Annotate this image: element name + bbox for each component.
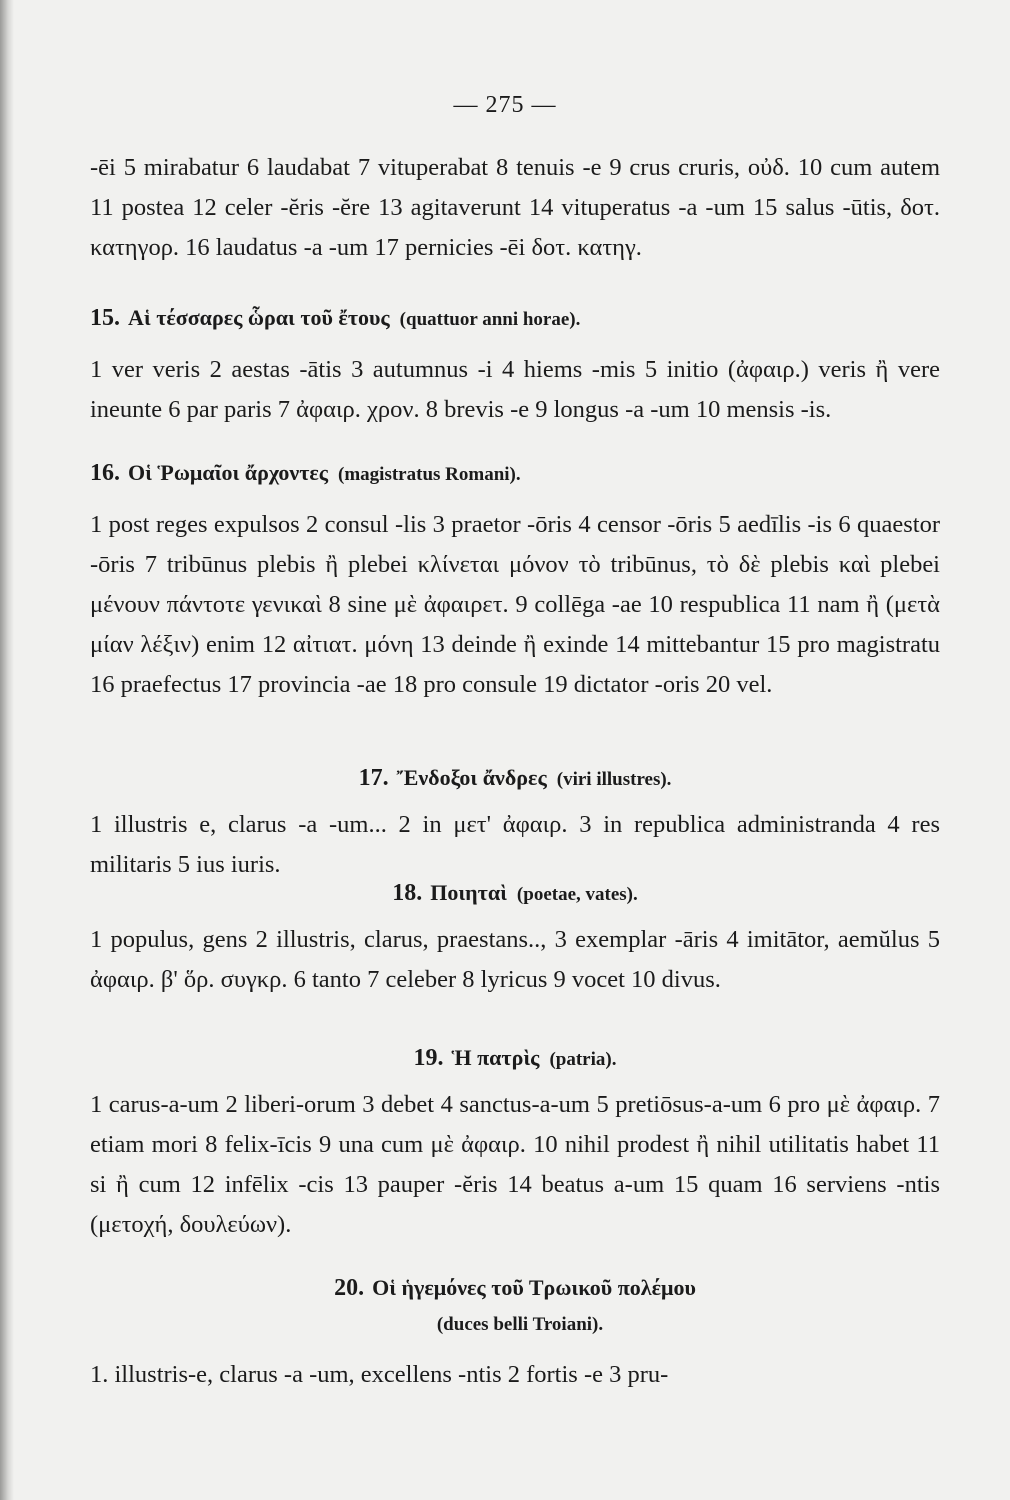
section-19-body: 1 carus-a-um 2 liberi-orum 3 debet 4 sanctus-a-um 5 pretiōsus-a-um 6 pro μὲ ἀφαιρ. 7 etiam mori 8 felix-īcis 9 una cum μὲ ἀφαιρ. 10 nihil prodest ἢ nihil utilitatis habet 11 si ἢ cum 12 infēlix -cis 13 pauper -ĕris 14 beatus a-um 15 quam 16 serviens -ntis (μετοχή, δουλεύων). xyxy=(90,1091,940,1238)
section-16-heading xyxy=(90,460,940,487)
section-title: Οἱ Ῥωμαῖοι ἄρχοντες xyxy=(128,460,329,485)
section-number: 17. xyxy=(358,765,389,791)
section-number: 16. xyxy=(90,460,120,486)
section-18-body: 1 populus, gens 2 illustris, clarus, praestans.., 3 exemplar -āris 4 imitātor, aemŭlus 5 ἀφαιρ. β' ὅρ. συγκρ. 6 tanto 7 celeber 8 lyricus 9 vocet 10 divus. xyxy=(90,926,940,993)
section-20-body: 1. illustris-e, clarus -a -um, excellens -ntis 2 fortis -e 3 pru- xyxy=(90,1361,669,1388)
section-17-heading xyxy=(90,765,940,792)
section-number: 18. xyxy=(392,880,423,906)
section-title: Ἡ πατρὶς xyxy=(451,1045,540,1070)
section-20-subheading xyxy=(90,1310,940,1336)
section-title: Ἔνδοξοι ἄνδρες xyxy=(396,765,547,790)
section-subtitle: (patria). xyxy=(549,1049,617,1070)
section-19-heading xyxy=(90,1045,940,1072)
section-18-heading xyxy=(90,880,940,907)
section-17-body: 1 illustris e, clarus -a -um... 2 in μετ' ἀφαιρ. 3 in republica administranda 4 res militaris 5 ius iuris. xyxy=(90,811,940,878)
page-number: — 275 — xyxy=(453,92,557,118)
section-subtitle: (quattuor anni horae). xyxy=(399,309,581,330)
section-title: Ποιηταὶ xyxy=(430,880,507,905)
section-subtitle: (duces belli Troiani). xyxy=(436,1314,604,1335)
section-subtitle: (magistratus Romani). xyxy=(338,464,521,485)
page-gutter-shadow xyxy=(0,0,14,1500)
section-number: 19. xyxy=(413,1045,444,1071)
section-title: Αἱ τέσσαρες ὧραι τοῦ ἔτους xyxy=(128,305,390,330)
section-title: Οἱ ἡγεμόνες τοῦ Τρωικοῦ πολέμου xyxy=(372,1275,696,1300)
section-16-body: 1 post reges expulsos 2 consul -lis 3 praetor -ōris 4 censor -ōris 5 aedīlis -is 6 quaestor -ōris 7 tribūnus plebis ἢ plebei κλίνεται μόνον τὸ tribūnus, τὸ δὲ plebis καὶ plebei μένουν πάντοτε γενικαὶ 8 sine μὲ ἀφαιρετ. 9 collēga -ae 10 respublica 11 nam ἢ (μετὰ μίαν λέξιν) enim 12 αἰτιατ. μόνη 13 deinde ἢ exinde 14 mittebantur 15 pro magistratu 16 praefectus 17 provincia -ae 18 pro consule 19 dictator -oris 20 vel. xyxy=(90,511,940,698)
section-subtitle: (viri illustres). xyxy=(556,769,672,790)
section-15-heading xyxy=(90,305,940,332)
intro-paragraph: -ēi 5 mirabatur 6 laudabat 7 vituperabat 8 tenuis -e 9 crus cruris, οὐδ. 10 cum autem 11 postea 12 celer -ĕris -ĕre 13 agitaverunt 14 vituperatus -a -um 15 salus -ūtis, δοτ. κατηγορ. 16 laudatus -a -um 17 pernicies -ēi δοτ. κατηγ. xyxy=(90,154,940,261)
section-20-heading xyxy=(90,1275,940,1302)
section-number: 15. xyxy=(90,305,120,331)
section-subtitle: (poetae, vates). xyxy=(516,884,638,905)
section-15-body: 1 ver veris 2 aestas -ātis 3 autumnus -i 4 hiems -mis 5 initio (ἀφαιρ.) veris ἢ vere ineunte 6 par paris 7 ἀφαιρ. χρον. 8 brevis -e 9 longus -a -um 10 mensis -is. xyxy=(90,356,940,423)
section-number: 20. xyxy=(334,1275,365,1301)
